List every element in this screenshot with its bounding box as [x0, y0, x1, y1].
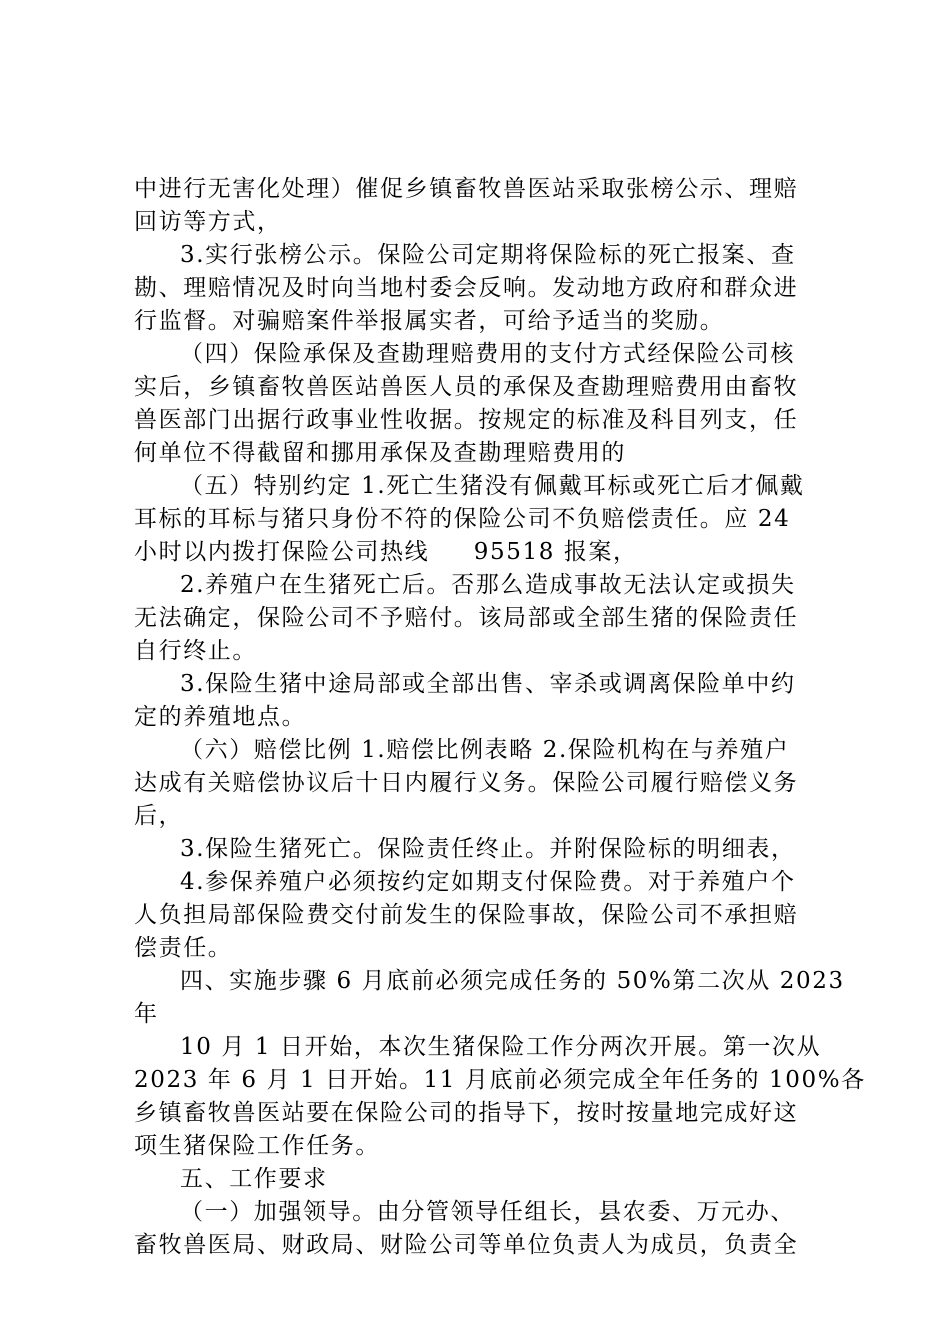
text-line: 定的养殖地点。: [134, 704, 307, 730]
text-line: 2023 年 6 月 1 日开始。11 月底前必须完成全年任务的 100%各: [134, 1067, 866, 1093]
text-line: （五）特别约定 1.死亡生猪没有佩戴耳标或死亡后才佩戴: [180, 473, 805, 499]
text-line: 中进行无害化处理）催促乡镇畜牧兽医站采取张榜公示、理赔: [134, 176, 799, 202]
text-line: 3.保险生猪中途局部或全部出售、宰杀或调离保险单中约: [180, 671, 796, 697]
text-line: 小时以内拨打保险公司热线 95518 报案，: [134, 539, 638, 565]
text-line: 偿责任。: [134, 935, 233, 961]
text-line: 年: [134, 1001, 159, 1027]
text-line: 人负担局部保险费交付前发生的保险事故，保险公司不承担赔: [134, 902, 799, 928]
text-line: 回访等方式，: [134, 209, 282, 235]
text-line: 4.参保养殖户必须按约定如期支付保险费。对于养殖户个: [180, 869, 796, 895]
text-line: 2.养殖户在生猪死亡后。否那么造成事故无法认定或损失: [180, 572, 796, 598]
text-line: 耳标的耳标与猪只身份不符的保险公司不负赔偿责任。应 24: [134, 506, 791, 532]
text-line: 无法确定，保险公司不予赔付。该局部或全部生猪的保险责任: [134, 605, 799, 631]
text-line: 行监督。对骗赔案件举报属实者，可给予适当的奖励。: [134, 308, 725, 334]
text-line: 3.实行张榜公示。保险公司定期将保险标的死亡报案、查: [180, 242, 796, 268]
text-line: 四、实施步骤 6 月底前必须完成任务的 50%第二次从 2023: [180, 968, 845, 994]
text-line: 10 月 1 日开始，本次生猪保险工作分两次开展。第一次从: [180, 1034, 822, 1060]
text-line: （一）加强领导。由分管领导任组长，县农委、万元办、: [180, 1199, 795, 1225]
text-line: （四）保险承保及查勘理赔费用的支付方式经保险公司核: [180, 341, 795, 367]
text-line: 畜牧兽医局、财政局、财险公司等单位负责人为成员，负责全: [134, 1232, 799, 1258]
text-line: 项生猪保险工作任务。: [134, 1133, 380, 1159]
text-line: （六）赔偿比例 1.赔偿比例表略 2.保险机构在与养殖户: [180, 737, 790, 763]
text-line: 3.保险生猪死亡。保险责任终止。并附保险标的明细表，: [180, 836, 796, 862]
text-line: 达成有关赔偿协议后十日内履行义务。保险公司履行赔偿义务: [134, 770, 799, 796]
text-line: 勘、理赔情况及时向当地村委会反响。发动地方政府和群众进: [134, 275, 799, 301]
section-heading: 五、工作要求: [180, 1166, 328, 1192]
text-line: 乡镇畜牧兽医站要在保险公司的指导下，按时按量地完成好这: [134, 1100, 799, 1126]
text-line: 兽医部门出据行政事业性收据。按规定的标准及科目列支，任: [134, 407, 799, 433]
text-line: 实后，乡镇畜牧兽医站兽医人员的承保及查勘理赔费用由畜牧: [134, 374, 799, 400]
text-line: 何单位不得截留和挪用承保及查勘理赔费用的: [134, 440, 626, 466]
text-line: 自行终止。: [134, 638, 257, 664]
text-line: 后，: [134, 803, 184, 829]
